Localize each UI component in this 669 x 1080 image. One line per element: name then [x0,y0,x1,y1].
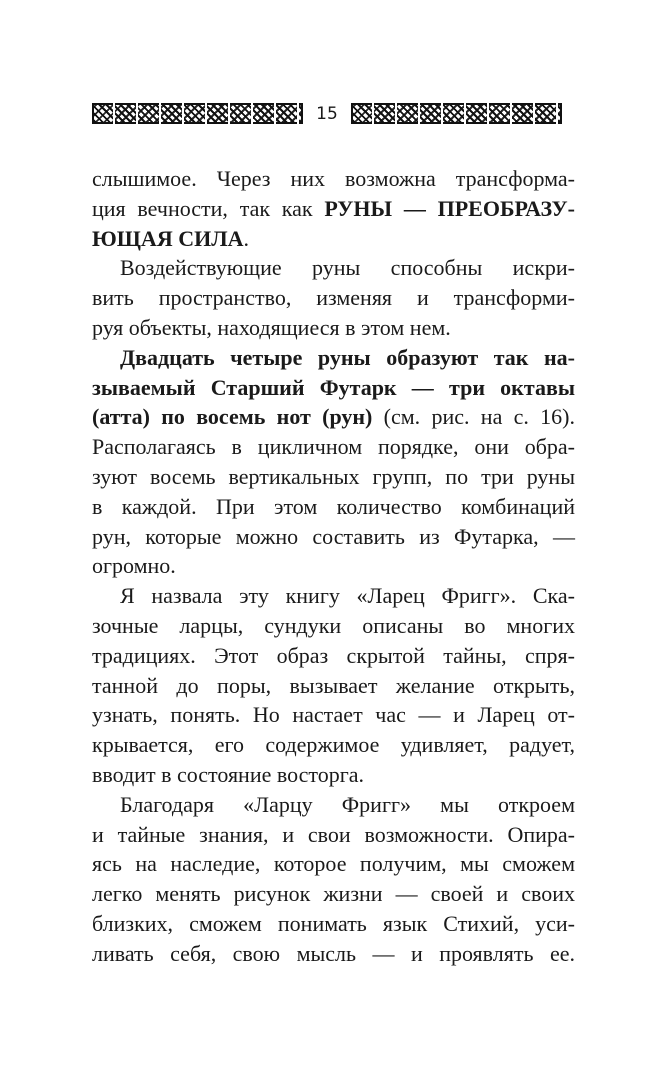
text-line [92,313,575,343]
bold-text: Двадцать четыре руны образуют так на- [120,344,575,370]
text-line [92,760,575,790]
text-run: узнать, понять. Но настает час — и Ларец от- [92,702,575,728]
text-line [92,224,575,254]
text-run: ясь на наследие, которое получим, мы сможем [92,851,575,877]
text-run: Располагаясь в цикличном порядке, они обра- [92,434,575,460]
text-line [92,909,575,939]
text-run: слышимое. Через них возможна трансформа- [92,166,575,191]
text-run: вить пространство, изменяя и трансформи- [92,285,575,311]
bold-text: РУНЫ — ПРЕОБРАЗУ- [324,195,576,221]
text-run: ливать себя, свою мысль — и проявлять ее. [92,940,575,966]
text-line [92,283,575,313]
text-line [92,820,575,850]
paragraph-first-line [92,253,575,283]
text-line [92,164,575,194]
text-run: . [243,225,249,251]
text-line [92,194,575,224]
text-run: традициях. Этот образ скрытой тайны, спря- [92,642,575,668]
text-run: близких, сможем понимать язык Стихий, уси- [92,910,575,936]
text-line [92,939,575,969]
celtic-knot-ornament-icon [351,103,562,124]
text-line [92,641,575,671]
text-line [92,462,575,492]
text-run: рун, которые можно составить из Футарка, — [92,523,575,549]
text-run: танной до поры, вызывает желание открыть, [92,672,575,698]
text-line [92,432,575,462]
text-run: руя объекты, находящиеся в этом нем. [92,314,451,340]
text-line [92,551,575,581]
text-line [92,730,575,760]
text-run: и тайные знания, и свои возможности. Опира- [92,821,575,847]
text-run: ция вечности, так как [92,195,325,221]
text-run: Воздействующие руны способны искри- [120,255,575,281]
running-header [92,102,564,126]
text-line [92,671,575,701]
paragraph-first-line [92,581,575,611]
text-run: огромно. [92,553,176,579]
text-run: в каждой. При этом количество комбинаций [92,493,575,519]
text-run: зуют восемь вертикальных групп, по три руны [92,463,575,489]
text-line [92,402,575,432]
body-text [92,164,575,969]
text-line [92,611,575,641]
celtic-knot-ornament-icon [92,103,303,124]
text-line [92,700,575,730]
bold-text: (атта) по восемь нот (рун) [92,404,373,430]
bold-text: зываемый Старший Футарк — три октавы [92,374,575,400]
text-line [92,879,575,909]
paragraph-first-line [92,343,575,373]
text-line [92,849,575,879]
text-line [92,492,575,522]
paragraph-first-line [92,790,575,820]
bold-text: ЮЩАЯ СИЛА [92,225,244,251]
page-number: 15 [316,104,338,124]
text-run: вводит в состояние восторга. [92,761,365,787]
text-run: крывается, его содержимое удивляет, радует, [92,732,575,758]
text-run: Я назвала эту книгу «Ларец Фригг». Ска- [120,583,575,609]
text-run: легко менять рисунок жизни — своей и своих [92,881,575,907]
text-run: Благодаря «Ларцу Фригг» мы откроем [120,791,575,817]
text-run: зочные ларцы, сундуки описаны во многих [92,612,575,638]
text-run: (см. рис. на с. 16). [372,404,575,430]
text-line [92,522,575,552]
text-line [92,373,575,403]
